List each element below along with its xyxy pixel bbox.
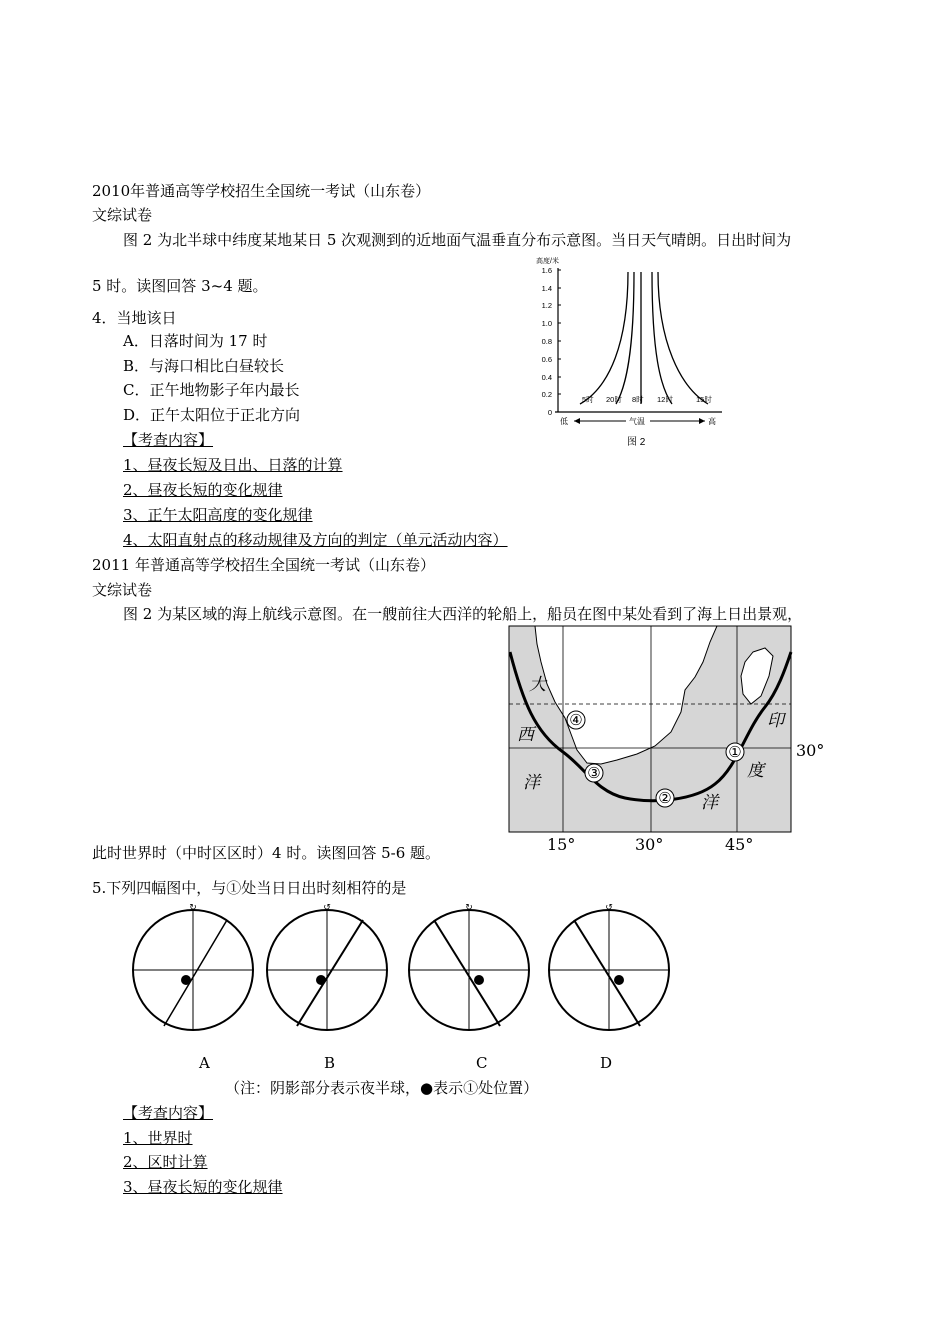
y-tick: 1.0 [541,319,552,328]
point-3-label: ③ [587,764,601,782]
y-tick: 1.2 [541,301,552,310]
curve-12h [652,272,672,404]
x-axis-low: 低 [560,417,568,426]
x-axis-high: 高 [708,417,716,426]
y-tick: 0 [547,408,552,417]
globe-options [120,898,720,1078]
option-label-a: A [199,1054,210,1072]
y-tick: 0.8 [541,337,552,346]
content-item: 3、昼夜长短的变化规律 [123,1178,283,1196]
option-label-d: D [600,1054,613,1072]
svg-text:↺: ↺ [323,902,331,912]
q4-option-a: A．日落时间为 17 时 [123,332,268,350]
y-tick: 0.6 [541,355,552,364]
curve-label: 12时 [657,395,673,404]
content-item: 3、正午太阳高度的变化规律 [123,506,313,524]
temperature-profile-figure [530,252,730,452]
svg-text:↺: ↺ [605,902,613,912]
curve-label: 20时 [606,395,622,404]
svg-text:↻: ↻ [465,902,473,912]
y-tick: 1.6 [541,266,552,275]
curve-5h [580,272,628,404]
exam-title-2010: 2010年普通高等学校招生全国统一考试（山东卷） [92,182,431,200]
q4-option-b: B．与海口相比白昼较长 [123,357,285,375]
globe-option-d [549,902,669,1030]
option-label-b: B [324,1054,336,1072]
ocean-label: 洋 [523,773,540,793]
intro-2011-line2: 此时世界时（中时区区时）4 时。读图回答 5-6 题。 [92,844,441,862]
question-4-stem: 4．当地该日 [92,309,177,327]
ocean-label: 印 [767,711,784,731]
globe-option-c [409,902,529,1030]
ocean-label: 洋 [701,793,718,813]
content-item: 1、世界时 [123,1129,193,1147]
content-item: 2、区时计算 [123,1153,208,1171]
subject-2011: 文综试卷 [92,581,153,599]
ocean-label: 西 [517,725,534,745]
point-2-label: ② [658,789,672,807]
point-4-label: ④ [569,711,583,729]
curve-label: 15时 [696,395,712,404]
lon-label: 45° [725,835,754,854]
content-item: 1、昼夜长短及日出、日落的计算 [123,456,343,474]
curve-label: 5时 [582,395,594,404]
ocean-label: 大 [529,675,546,695]
sea-route-map [505,622,825,862]
subject-2010: 文综试卷 [92,206,153,224]
content-heading-2011: 【考查内容】 [123,1104,214,1122]
y-tick: 1.4 [541,284,552,293]
content-heading-2010: 【考查内容】 [123,431,214,449]
q4-option-c: C．正午地物影子年内最长 [123,381,300,399]
x-axis-label: 气温 [629,417,645,426]
content-item: 2、昼夜长短的变化规律 [123,481,283,499]
intro-2010-line2: 5 时。读图回答 3~4 题。 [92,277,268,295]
figure-caption: 图 2 [627,437,646,448]
q5-note: （注：阴影部分表示夜半球，●表示①处位置） [225,1079,539,1097]
content-item: 4、太阳直射点的移动规律及方向的判定（单元活动内容） [123,531,508,549]
lat-label: 30° [796,741,825,760]
intro-2011-line1: 图 2 为某区域的海上航线示意图。在一艘前往大西洋的轮船上，船员在图中某处看到了海上日出景观， [123,605,803,623]
globe-option-a [133,902,253,1030]
y-tick: 0.4 [541,373,552,382]
svg-text:↻: ↻ [189,902,197,912]
lon-label: 30° [635,835,664,854]
intro-2010-line1: 图 2 为北半球中纬度某地某日 5 次观测到的近地面气温垂直分布示意图。当日天气晴朗。日出时间为 [123,231,792,249]
point-1-label: ① [728,743,742,761]
lon-label: 15° [547,835,576,854]
curve-label: 8时 [632,395,644,404]
q4-option-d: D．正午太阳位于正北方向 [123,406,301,424]
y-axis-label: 高度/米 [536,258,559,265]
ocean-label: 度 [747,761,764,781]
option-label-c: C [476,1054,488,1072]
y-tick: 0.2 [541,390,552,399]
curve-15h [658,272,708,404]
question-5-stem: 5.下列四幅图中，与①处当日日出时刻相符的是 [92,879,407,897]
globe-option-b [267,902,387,1030]
exam-title-2011: 2011 年普通高等学校招生全国统一考试（山东卷） [92,556,435,574]
curve-20h [616,272,634,404]
